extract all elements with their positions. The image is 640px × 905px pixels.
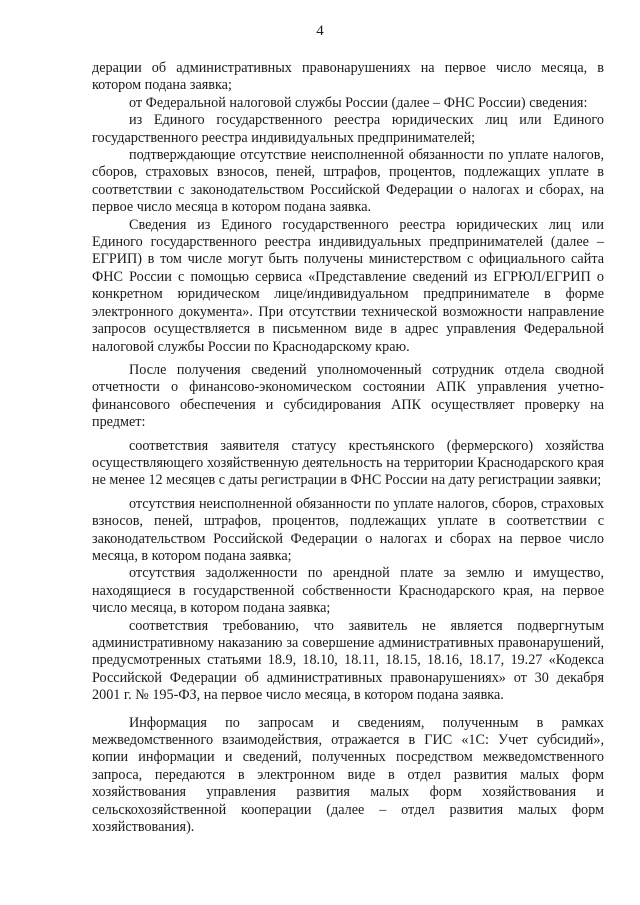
paragraph: отсутствия неисполненной обязанности по уплате налогов, сборов, страховых взносов, пеней, штрафов, процентов, подлежащих уплате в соответствии с законодательством Российской Федерации о налогах и сборах на первое число месяца, в котором подана заявка; [92,495,604,564]
paragraph: от Федеральной налоговой службы России (далее – ФНС России) сведения: [129,94,588,111]
paragraph: Сведения из Единого государственного реестра юридических лиц или Единого государственного реестра индивидуальных предпринимателей (далее – ЕГРИП) в том числе могут быть получены министерством с официального сайта ФНС России с помощью сервиса «Представление сведений из ЕГРЮЛ/ЕГРИП о конкретном юридическом лице/индивидуальном предпринимателе в форме электронного документа». При отсутствии технической возможности направление запросов осуществляется в письменном виде в адрес управления Федеральной налоговой службы России по Краснодарскому краю. [92,216,604,355]
paragraph: соответствия требованию, что заявитель не является подвергнутым административному наказанию за совершение административных правонарушений, предусмотренных статьями 18.9, 18.10, 18.11, 18.15, 18.16, 18.17, 19.27 «Кодекса Российской Федерации об административных правонарушениях» от 30 декабря 2001 г. № 195-ФЗ, на первое число месяца, в котором подана заявка. [92,617,604,704]
page-number: 4 [316,23,324,39]
paragraph: После получения сведений уполномоченный сотрудник отдела сводной отчетности о финансово-экономическом состоянии АПК управления учетно-финансового обеспечения и субсидирования АПК осуществляет проверку на предмет: [92,361,604,431]
document-body [92,60,604,836]
paragraph: Информация по запросам и сведениям, полученным в рамках межведомственного взаимодействия, отражается в ГИС «1С: Учет субсидий», копии информации и сведений, полученных посредством межведомственного запроса, передаются в электронном виде в отдел развития малых форм хозяйствования управления развития малых форм хозяйствования и сельскохозяйственной кооперации (далее – отдел развития малых форм хозяйствования). [92,714,604,836]
paragraph: из Единого государственного реестра юридических лиц или Единого государственного реестра индивидуальных предпринимателей; [92,112,604,146]
paragraph: соответствия заявителя статусу крестьянского (фермерского) хозяйства осуществляющего хозяйственную деятельность на территории Краснодарского края не менее 12 месяцев с даты регистрации в ФНС России на дату регистрации заявки; [92,437,604,489]
paragraph: отсутствия задолженности по арендной плате за землю и имущество, находящиеся в государственной собственности Краснодарского края, на первое число месяца, в котором подана заявка; [92,565,604,617]
paragraph: подтверждающие отсутствие неисполненной обязанности по уплате налогов, сборов, страховых взносов, пеней, штрафов, процентов, подлежащих уплате в соответствии с законодательством Российской Федерации о налогах и сборах, на первое число месяца в котором подана заявка. [92,147,604,216]
paragraph: дерации об административных правонарушениях на первое число месяца, в котором подана заявка; [92,60,604,94]
